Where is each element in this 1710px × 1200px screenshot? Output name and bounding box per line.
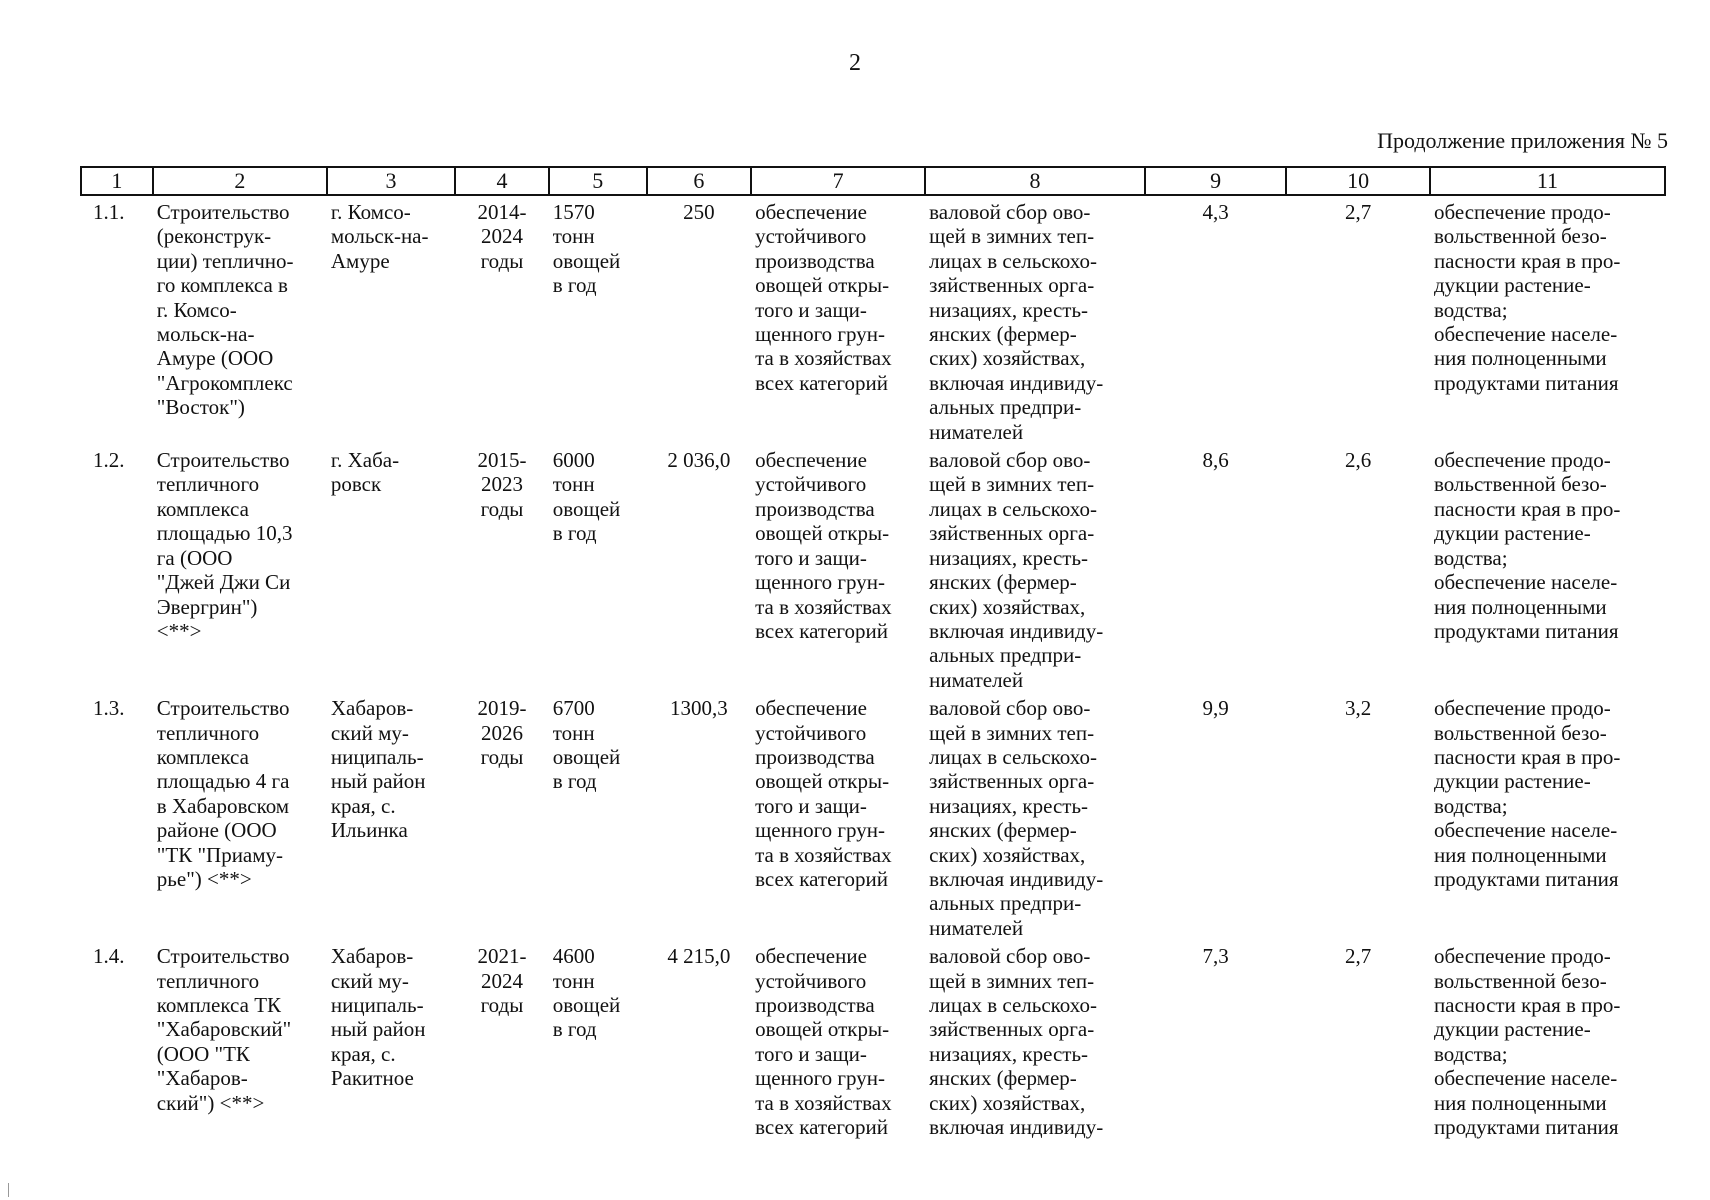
project-cost: 4 215,0 [667, 944, 731, 969]
project-period: 2019- 2026 годы [477, 696, 527, 769]
expected-result: обеспечение продо- вольственной безо- пасности края в про- дукции растение- водства; обеспечение населе- ния полноценными продуктами питания [1433, 944, 1621, 1140]
project-cost: 250 [683, 200, 715, 224]
project-cost: 2 036,0 [667, 448, 731, 473]
appendix-continuation-note: Продолжение приложения № 5 [1377, 128, 1668, 153]
project-indicator: валовой сбор ово- щей в зимних теп- лицах в сельскохо- зяйственных орга- низациях, кресть- янских (фермер- ских) хозяйствах, включая индивиду- альных предпри- нимателей [929, 200, 1104, 444]
program-table [80, 166, 1666, 1139]
project-capacity: 6000 тонн овощей в год [552, 448, 621, 546]
expected-result: обеспечение продо- вольственной безо- пасности края в про- дукции растение- водства; обеспечение населе- ния полноценными продуктами питания [1433, 200, 1621, 395]
item-number: 1.1. [93, 200, 125, 224]
project-location: г. Хаба- ровск [330, 448, 400, 497]
project-indicator: валовой сбор ово- щей в зимних теп- лицах в сельскохо- зяйственных орга- низациях, кресть- янских (фермер- ских) хозяйствах, включая индивиду- [929, 944, 1104, 1140]
column-header-2: 2 [153, 167, 327, 195]
project-goal: обеспечение устойчивого производства овощей откры- того и защи- щенного грун- та в хозяйствах всех категорий [755, 200, 892, 395]
project-period: 2015- 2023 годы [477, 448, 527, 521]
project-location: Хабаров- ский му- ниципаль- ный район края, с. Ракитное [330, 944, 426, 1091]
project-capacity: 6700 тонн овощей в год [552, 696, 621, 794]
indicator-value-10: 3,2 [1345, 696, 1372, 721]
column-header-7: 7 [751, 167, 925, 195]
item-number: 1.3. [93, 696, 125, 721]
program-table-grid [80, 166, 1666, 1139]
indicator-value-10: 2,7 [1345, 200, 1372, 224]
expected-result: обеспечение продо- вольственной безо- пасности края в про- дукции растение- водства; обеспечение населе- ния полноценными продуктами питания [1433, 448, 1621, 643]
column-header-8: 8 [925, 167, 1145, 195]
column-header-3: 3 [327, 167, 455, 195]
project-location: г. Комсо- мольск-на- Амуре [330, 200, 429, 273]
table-row-1-3 [81, 692, 1665, 940]
expected-result: обеспечение продо- вольственной безо- пасности края в про- дукции растение- водства; обеспечение населе- ния полноценными продуктами питания [1433, 696, 1621, 891]
project-name: Строительство тепличного комплекса площадью 10,3 га (ООО "Джей Джи Си Эвергрин") <**> [156, 448, 293, 643]
project-capacity: 4600 тонн овощей в год [552, 944, 621, 1042]
project-name: Строительство (реконструк- ции) теплично- го комплекса в г. Комсо- мольск-на- Амуре (ООО "Агрокомплекс "Восток") [156, 200, 294, 420]
column-header-1: 1 [81, 167, 153, 195]
item-number: 1.2. [93, 448, 125, 473]
column-header-11: 11 [1430, 167, 1665, 195]
column-header-10: 10 [1286, 167, 1430, 195]
project-name: Строительство тепличного комплекса площадью 4 га в Хабаровском районе (ООО "ТК "Приаму- рье") <**> [156, 696, 290, 891]
indicator-value-9: 8,6 [1202, 448, 1229, 473]
project-period: 2014- 2024 годы [477, 200, 527, 273]
column-header-5: 5 [549, 167, 647, 195]
indicator-value-10: 2,7 [1345, 944, 1372, 969]
column-number-header-row [81, 167, 1665, 195]
project-goal: обеспечение устойчивого производства овощей откры- того и защи- щенного грун- та в хозяйствах всех категорий [755, 696, 892, 891]
table-row-1-4 [81, 940, 1665, 1139]
indicator-value-9: 9,9 [1202, 696, 1229, 721]
indicator-value-10: 2,6 [1345, 448, 1372, 473]
indicator-value-9: 7,3 [1202, 944, 1229, 969]
project-cost: 1300,3 [670, 696, 728, 721]
column-header-4: 4 [455, 167, 549, 195]
indicator-value-9: 4,3 [1202, 200, 1229, 224]
table-row-1-2 [81, 444, 1665, 692]
project-location: Хабаров- ский му- ниципаль- ный район края, с. Ильинка [330, 696, 426, 843]
column-header-9: 9 [1145, 167, 1286, 195]
project-goal: обеспечение устойчивого производства овощей откры- того и защи- щенного грун- та в хозяйствах всех категорий [755, 944, 892, 1140]
project-goal: обеспечение устойчивого производства овощей откры- того и защи- щенного грун- та в хозяйствах всех категорий [755, 448, 892, 643]
project-indicator: валовой сбор ово- щей в зимних теп- лицах в сельскохо- зяйственных орга- низациях, кресть- янских (фермер- ских) хозяйствах, включая индивиду- альных предпри- нимателей [929, 448, 1104, 692]
project-period: 2021- 2024 годы [477, 944, 527, 1017]
project-indicator: валовой сбор ово- щей в зимних теп- лицах в сельскохо- зяйственных орга- низациях, кресть- янских (фермер- ских) хозяйствах, включая индивиду- альных предпри- нимателей [929, 696, 1104, 940]
page-number: 2 [849, 50, 861, 76]
table-row-1-1 [81, 195, 1665, 444]
project-capacity: 1570 тонн овощей в год [552, 200, 621, 298]
scan-margin-mark [8, 1183, 9, 1197]
project-name: Строительство тепличного комплекса ТК "Хабаровский" (ООО "ТК "Хабаров- ский") <**> [156, 944, 292, 1115]
item-number: 1.4. [93, 944, 125, 969]
column-header-6: 6 [647, 167, 751, 195]
